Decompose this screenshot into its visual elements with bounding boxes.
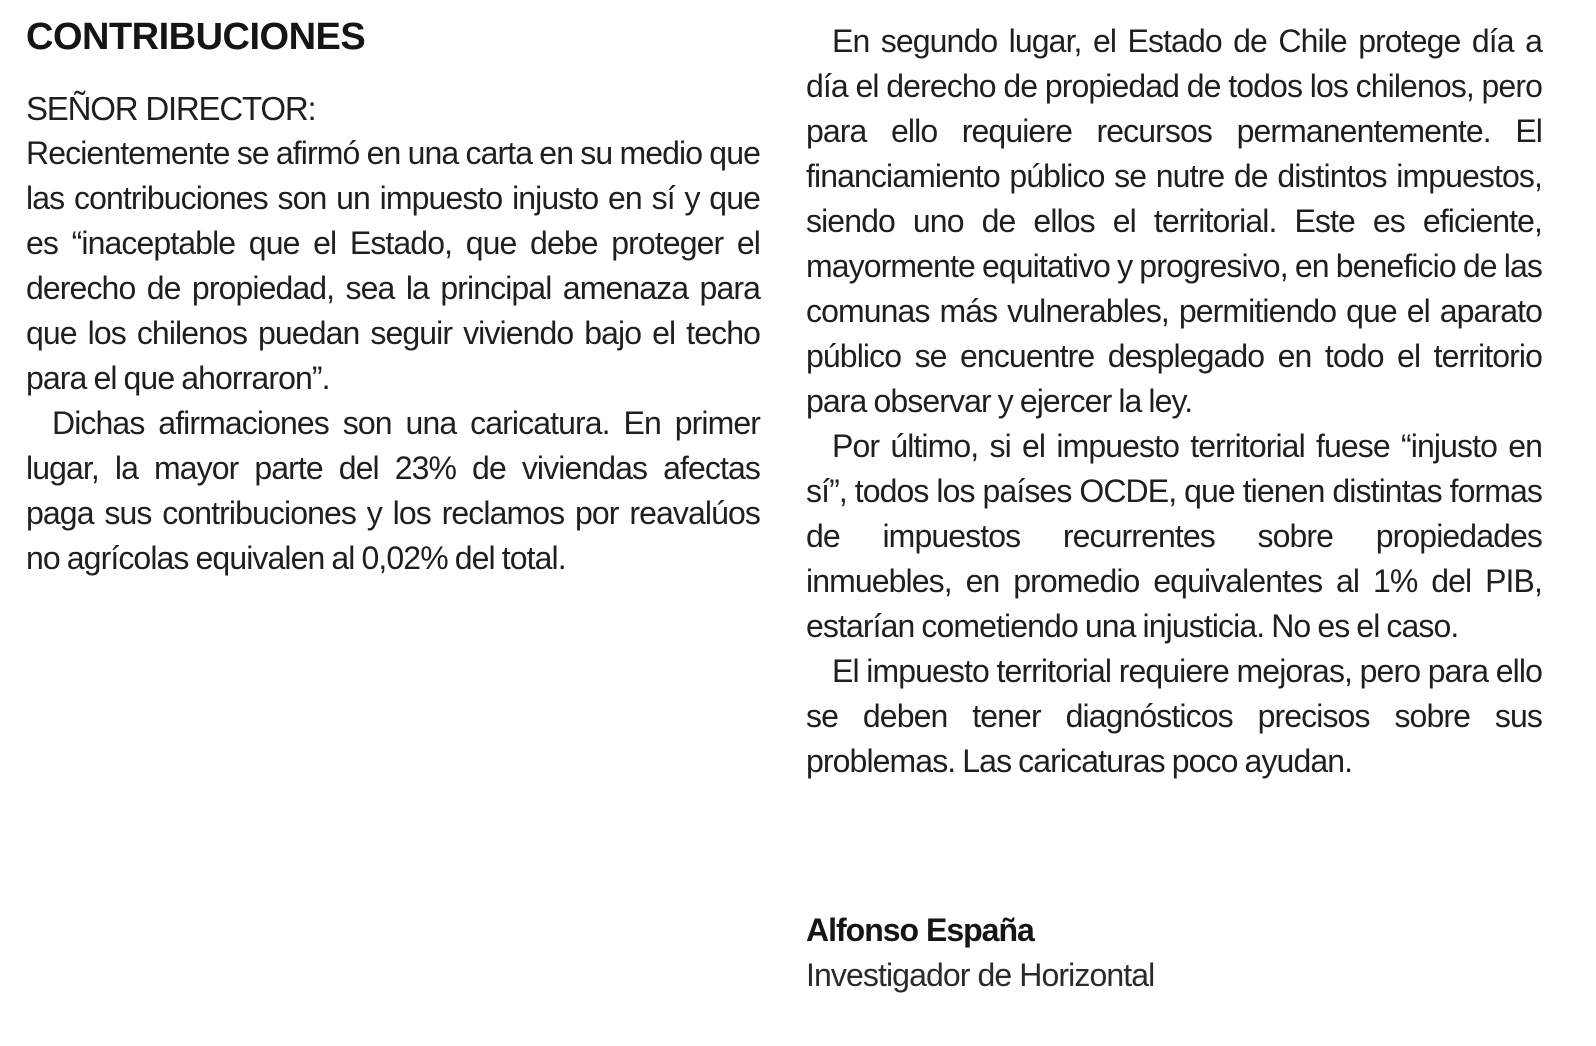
body-paragraph: En segundo lugar, el Estado de Chile protege día a día el derecho de propiedad de todos los chilenos, pero para ello requiere recursos permanentemente. El financiamiento público se nutre de distintos impuestos, siendo uno de ellos el territorial. Este es eficiente, mayormente equitativo y progresivo, en beneficio de las comunas más vulnerables, permitiendo que el aparato público se encuentre desplegado en todo el territorio para observar y ejercer la ley.: [806, 23, 1542, 419]
signature-block: [806, 908, 1154, 998]
right-column: [806, 19, 1542, 784]
author-name: Alfonso España: [806, 912, 1034, 948]
body-paragraph: El impuesto territorial requiere mejoras, pero para ello se deben tener diagnósticos precisos sobre sus problemas. Las caricaturas poco ayudan.: [806, 653, 1542, 779]
body-paragraph: Dichas afirmaciones son una caricatura. En primer lugar, la mayor parte del 23% de viviendas afectas paga sus contribuciones y los reclamos por reavalúos no agrícolas equivalen al 0,02% del total.: [26, 405, 760, 576]
left-column: [26, 131, 760, 581]
salutation: SEÑOR DIRECTOR:: [26, 90, 316, 127]
body-paragraph: Por último, si el impuesto territorial fuese “injusto en sí”, todos los países OCDE, que tienen distintas formas de impuestos recurrentes sobre propiedades inmuebles, en promedio equivalentes al 1% del PIB, estarían cometiendo una injusticia. No es el caso.: [806, 428, 1542, 644]
body-paragraph: Recientemente se afirmó en una carta en su medio que las contribuciones son un impuesto injusto en sí y que es “inaceptable que el Estado, que debe proteger el derecho de propiedad, sea la principal amenaza para que los chilenos puedan seguir viviendo bajo el techo para el que ahorraron”.: [26, 135, 760, 396]
headline: CONTRIBUCIONES: [26, 16, 366, 58]
author-role: Investigador de Horizontal: [806, 957, 1155, 993]
